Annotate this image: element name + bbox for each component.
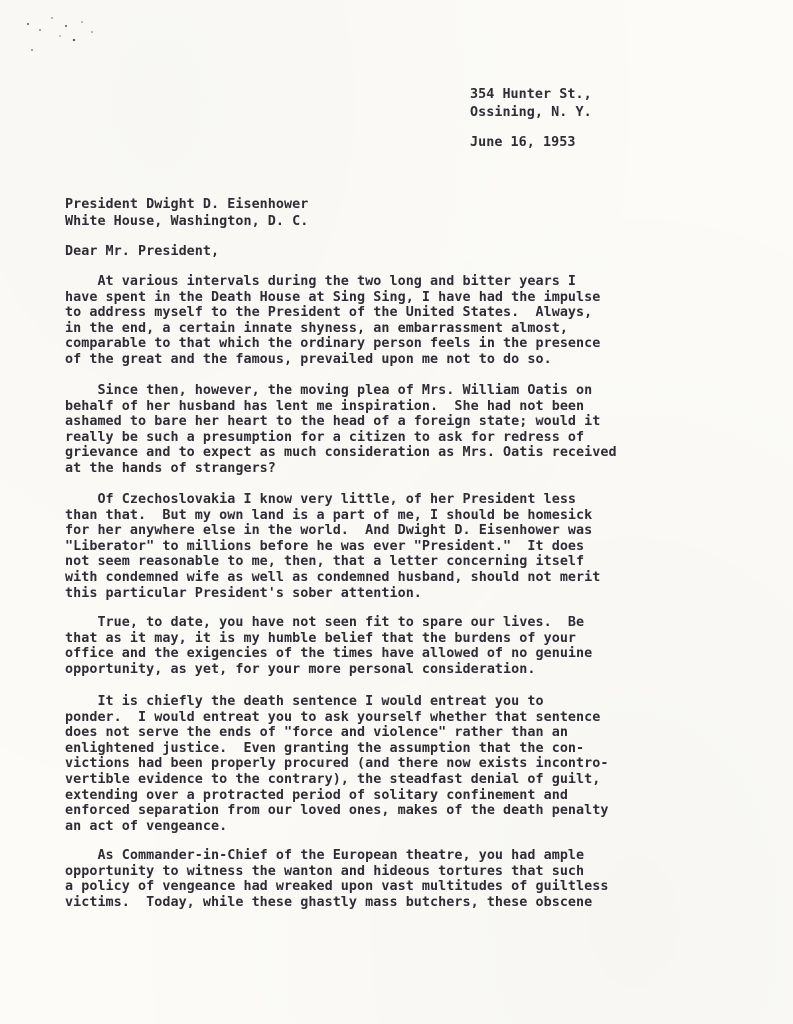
return-address-line: Ossining, N. Y. [470, 105, 592, 120]
paragraph-line: enlightened justice. Even granting the assumption that the con- [65, 741, 585, 756]
paragraph-line: behalf of her husband has lent me inspiration. She had not been [65, 399, 585, 414]
paragraph-line: victims. Today, while these ghastly mass butchers, these obscene [65, 895, 593, 910]
paper-specks [22, 10, 112, 60]
paragraph-line: an act of vengeance. [65, 819, 228, 834]
paragraph-line: Since then, however, the moving plea of Mrs. William Oatis on [65, 383, 593, 398]
paragraph-line: office and the exigencies of the times have allowed of no genuine [65, 646, 593, 661]
paragraph-line: It is chiefly the death sentence I would entreat you to [65, 694, 544, 709]
letter-date: June 16, 1953 [470, 135, 576, 150]
paragraph-line: comparable to that which the ordinary person feels in the presence [65, 336, 601, 351]
paragraph-line: victions had been properly procured (and there now exists incontro- [65, 756, 609, 771]
paragraph-line: for her anywhere else in the world. And Dwight D. Eisenhower was [65, 523, 593, 538]
paragraph-line: at the hands of strangers? [65, 461, 276, 476]
paragraph-line: ashamed to bare her heart to the head of a foreign state; would it [65, 414, 601, 429]
paragraph-line: At various intervals during the two long and bitter years I [65, 274, 577, 289]
paragraph-line: grievance and to expect as much consideration as Mrs. Oatis received [65, 445, 617, 460]
paragraph-line: that as it may, it is my humble belief that the burdens of your [65, 631, 577, 646]
return-address-line: 354 Hunter St., [470, 87, 592, 102]
paragraph-line: vertible evidence to the contrary), the steadfast denial of guilt, [65, 772, 601, 787]
paragraph-line: of the great and the famous, prevailed upon me not to do so. [65, 352, 552, 367]
paragraph-line: "Liberator" to millions before he was ever "President." It does [65, 539, 585, 554]
paragraph-line: to address myself to the President of the United States. Always, [65, 305, 593, 320]
recipient-line: White House, Washington, D. C. [65, 214, 309, 229]
paragraph-line: not seem reasonable to me, then, that a letter concerning itself [65, 554, 585, 569]
paragraph-line: does not serve the ends of "force and violence" rather than an [65, 725, 568, 740]
paragraph-line: this particular President's sober attention. [65, 586, 422, 601]
paragraph-line: extending over a protracted period of solitary confinement and [65, 788, 568, 803]
paragraph-line: True, to date, you have not seen fit to spare our lives. Be [65, 615, 585, 630]
paragraph-line: in the end, a certain innate shyness, an embarrassment almost, [65, 321, 568, 336]
paragraph-line: As Commander-in-Chief of the European theatre, you had ample [65, 848, 585, 863]
paragraph-line: with condemned wife as well as condemned husband, should not merit [65, 570, 601, 585]
paragraph-line: than that. But my own land is a part of me, I should be homesick [65, 508, 593, 523]
salutation: Dear Mr. President, [65, 244, 220, 259]
paragraph-line: opportunity, as yet, for your more personal consideration. [65, 662, 536, 677]
paragraph-line: opportunity to witness the wanton and hideous tortures that such [65, 864, 585, 879]
paragraph-line: Of Czechoslovakia I know very little, of her President less [65, 492, 577, 507]
paragraph-line: have spent in the Death House at Sing Sing, I have had the impulse [65, 290, 601, 305]
recipient-line: President Dwight D. Eisenhower [65, 197, 309, 212]
paragraph-line: ponder. I would entreat you to ask yourself whether that sentence [65, 710, 601, 725]
paragraph-line: enforced separation from our loved ones, makes of the death penalty [65, 803, 609, 818]
paragraph-line: a policy of vengeance had wreaked upon vast multitudes of guiltless [65, 879, 609, 894]
paragraph-line: really be such a presumption for a citizen to ask for redress of [65, 430, 585, 445]
